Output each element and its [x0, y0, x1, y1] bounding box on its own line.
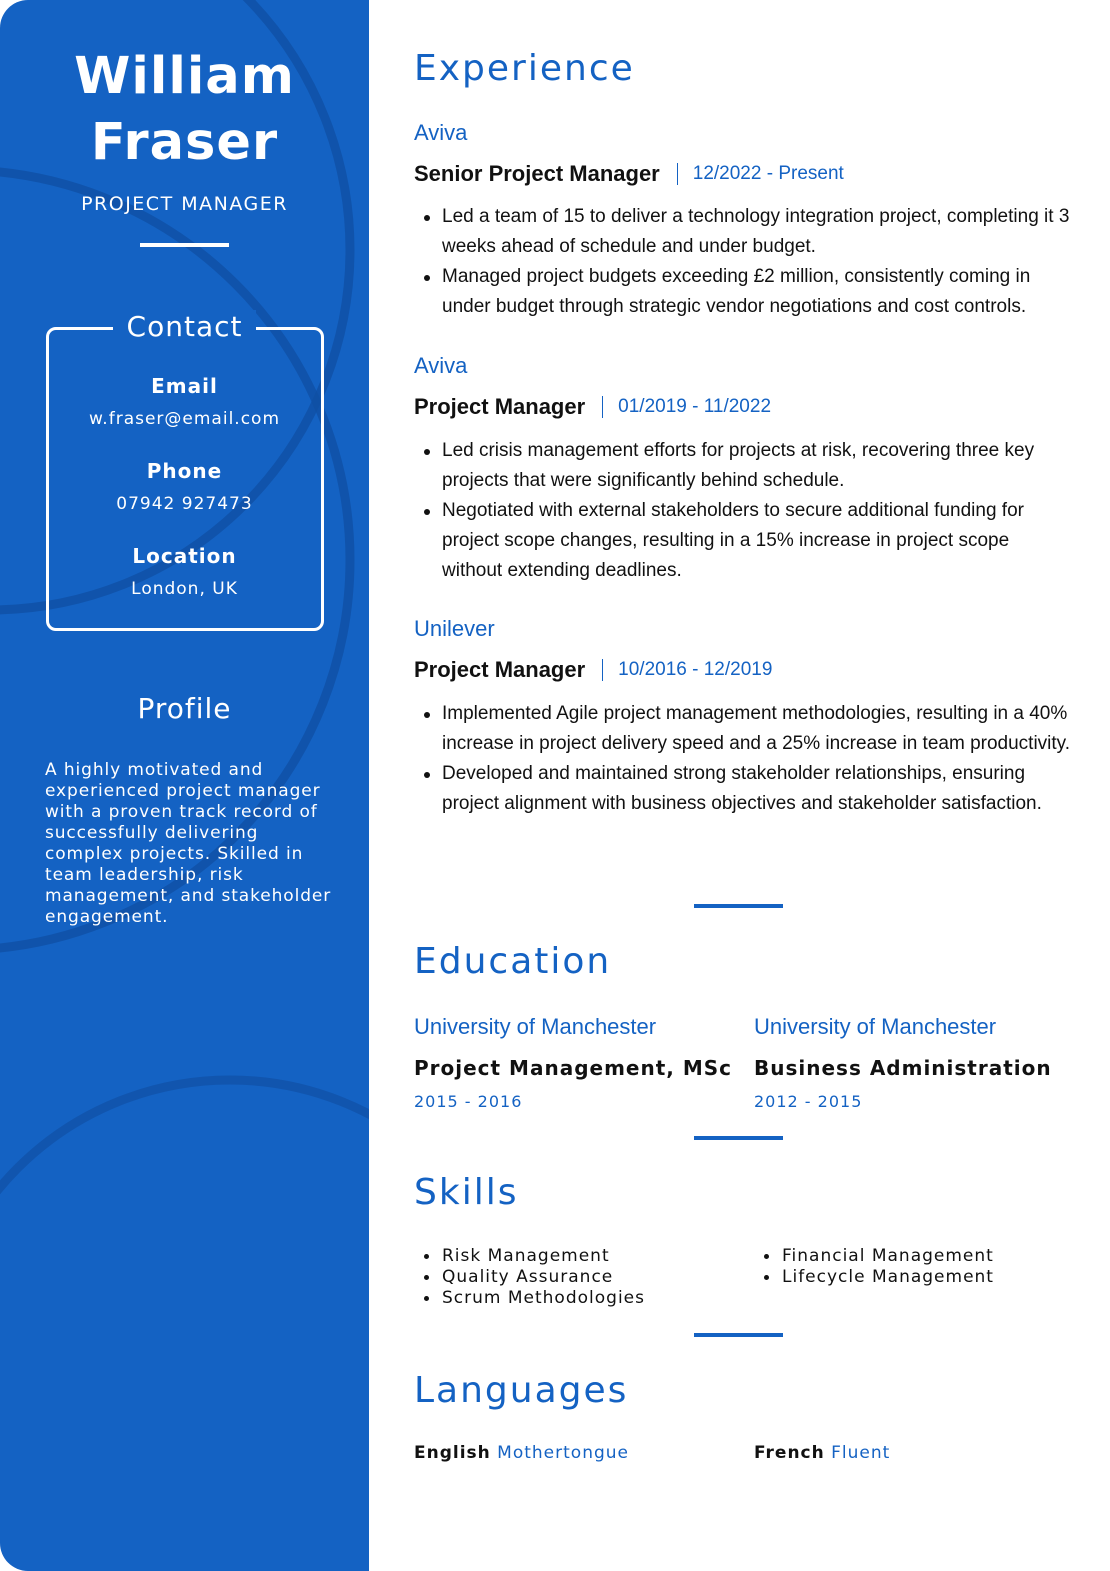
job-company: Aviva: [414, 120, 468, 145]
language-level: Mothertongue: [497, 1443, 629, 1463]
role-separator: [677, 163, 678, 185]
role-separator: [602, 396, 603, 418]
skill-item: Lifecycle Management: [754, 1267, 994, 1288]
contact-heading: Contact: [113, 310, 257, 344]
role-separator: [602, 659, 603, 681]
email-value[interactable]: w.fraser@email.com: [88, 409, 281, 429]
education-degree: Business Administration: [754, 1056, 1052, 1080]
job-bullets: [424, 202, 1074, 322]
language-item: [754, 1443, 890, 1463]
section-divider: [694, 1136, 783, 1140]
job-role: Project Manager: [414, 657, 586, 682]
job-company: Unilever: [414, 616, 495, 641]
education-school: University of Manchester: [754, 1014, 997, 1039]
skill-item: Scrum Methodologies: [414, 1288, 645, 1309]
education-school: University of Manchester: [414, 1014, 657, 1039]
education-years: 2015 - 2016: [414, 1092, 523, 1111]
last-name: Fraser: [90, 113, 279, 172]
job-company: Aviva: [414, 353, 468, 378]
profile-heading: Profile: [137, 692, 232, 725]
sidebar: [0, 0, 369, 1571]
language-level: Fluent: [831, 1443, 891, 1463]
email-label: Email: [151, 374, 218, 398]
skill-item: Financial Management: [754, 1246, 994, 1267]
location-value: London, UK: [131, 579, 238, 599]
section-divider: [694, 904, 783, 908]
phone-value[interactable]: 07942 927473: [116, 494, 253, 514]
job-bullet: Managed project budgets exceeding £2 million, consistently coming in under budget through strategic vendor negotiations and cost controls.: [424, 262, 1074, 322]
job-role: Senior Project Manager: [414, 161, 660, 186]
job-bullet: Led a team of 15 to deliver a technology integration project, completing it 3 weeks ahead of schedule and under budget.: [424, 202, 1074, 262]
job-role-line: [414, 161, 844, 187]
skills-list-right: [754, 1246, 994, 1288]
job-role-line: [414, 657, 772, 683]
job-bullets: [424, 699, 1074, 819]
languages-title: Languages: [414, 1370, 629, 1411]
language-name: French: [754, 1443, 825, 1463]
skill-item: Quality Assurance: [414, 1267, 645, 1288]
job-role: Project Manager: [414, 394, 586, 419]
section-divider: [694, 1333, 783, 1337]
profile-text: A highly motivated and experienced project manager with a proven track record of successfully delivering complex projects. Skilled in team leadership, risk management, and stakeholder engagement.: [45, 760, 332, 927]
job-bullet: Developed and maintained strong stakeholder relationships, ensuring project alignment with business objectives and stakeholder satisfaction.: [424, 759, 1074, 819]
experience-title: Experience: [414, 48, 635, 89]
skills-list-left: [414, 1246, 645, 1309]
first-name: William: [74, 47, 295, 106]
job-bullet: Implemented Agile project management methodologies, resulting in a 40% increase in project delivery speed and a 25% increase in team productivity.: [424, 699, 1074, 759]
skills-title: Skills: [414, 1172, 519, 1213]
phone-label: Phone: [146, 459, 223, 483]
job-bullets: [424, 436, 1074, 586]
job-dates: 10/2016 - 12/2019: [618, 659, 773, 680]
job-role-line: [414, 394, 771, 420]
job-bullet: Negotiated with external stakeholders to secure additional funding for project scope changes, resulting in a 15% increase in project scope without extending deadlines.: [424, 496, 1074, 586]
job-dates: 01/2019 - 11/2022: [618, 396, 772, 417]
language-name: English: [414, 1443, 491, 1463]
job-title: PROJECT MANAGER: [81, 193, 288, 215]
sidebar-divider: [140, 243, 229, 247]
education-title: Education: [414, 941, 612, 982]
job-bullet: Led crisis management efforts for projects at risk, recovering three key projects that were significantly behind schedule.: [424, 436, 1074, 496]
location-label: Location: [132, 544, 237, 568]
contact-heading-wrap: [0, 310, 369, 344]
education-degree: Project Management, MSc: [414, 1056, 732, 1080]
language-item: [414, 1443, 629, 1463]
education-years: 2012 - 2015: [754, 1092, 863, 1111]
job-dates: 12/2022 - Present: [692, 163, 844, 184]
skill-item: Risk Management: [414, 1246, 645, 1267]
